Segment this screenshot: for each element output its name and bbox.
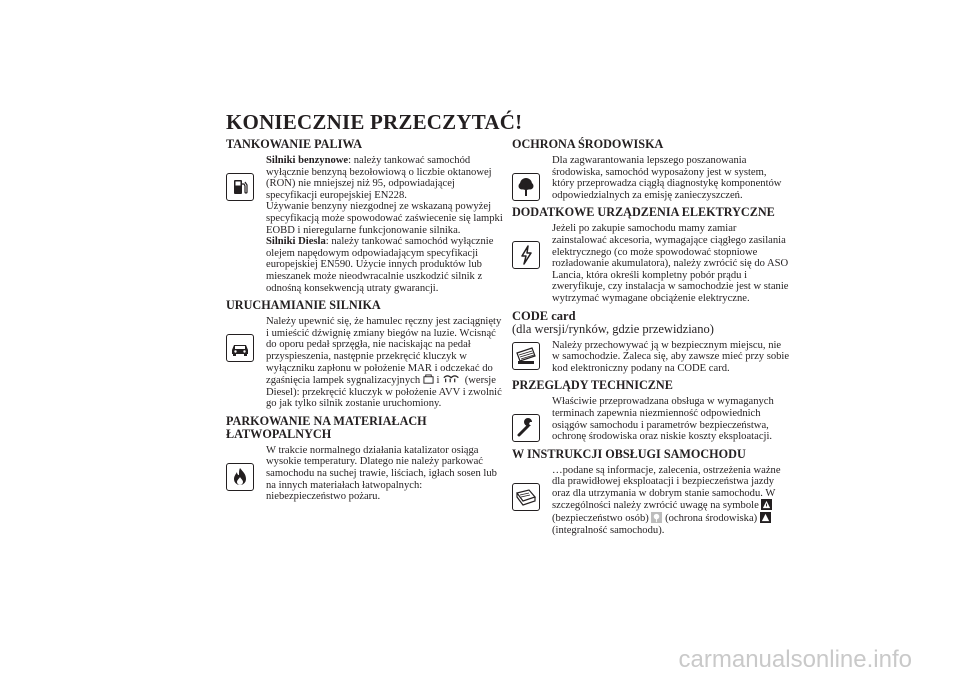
- environment-symbol-icon: [651, 512, 662, 523]
- section-text-inspections: Właściwie przeprowadzana obsługa w wymaganych terminach zapewnia niezmienność odpowiednich osiągów samochodu i parametrów bezpieczeństwa, ochronę środowiska oraz niskie koszty eksploatacji.: [552, 396, 774, 443]
- section-engine-start: [226, 299, 504, 410]
- right-column: [512, 138, 790, 541]
- manual-symbol-vehicle: (integralność samochodu).: [552, 524, 665, 536]
- section-text-fuel: [266, 155, 504, 294]
- section-text-engine-start: [266, 316, 504, 410]
- section-title-parking: PARKOWANIE NA MATERIAŁACH ŁATWOPALNYCH: [226, 413, 427, 441]
- code-card-icon: [512, 342, 540, 370]
- section-title-engine-start: URUCHAMIANIE SILNIKA: [226, 298, 381, 313]
- lightning-icon: [512, 241, 540, 269]
- vehicle-symbol-icon: [760, 512, 771, 523]
- tree-icon: [512, 173, 540, 201]
- fire-icon: [226, 463, 254, 491]
- section-text-code-card: Należy przechowywać ją w bezpiecznym miejscu, nie w samochodzie. Zaleca się, aby zawsze mieć przy sobie kod elektroniczny podany na CODE card.: [552, 339, 790, 374]
- section-title-inspections: PRZEGLĄDY TECHNICZNE: [512, 378, 673, 393]
- fuel-diesel-text: : należy tankować samochód wyłącznie olejem napędowym odpowiadającym specyfikacji europejskiej EN590. Użycie innych produktów lub mieszanek może nieodwracalnie uszkodzić silnik z odnośną konsekwencją utraty gwarancji.: [266, 236, 494, 294]
- left-column: [226, 138, 504, 508]
- engine-start-text-1: Należy upewnić się, że hamulec ręczny jest zaciągnięty i umieścić dźwignię zmiany biegów na luzie. Wcisnąć do oporu pedał sprzęgła, nie naciskając na pedał przyspieszenia, następnie przekręcić kluczyk w wyłączniku zapłonu w położenie MAR i odczekać do zgaśnięcia lampek sygnalizacyjnych: [266, 316, 502, 387]
- section-code-card: [512, 310, 790, 375]
- fuel-petrol-label: Silniki benzynowe: [266, 155, 349, 166]
- section-title-electrical: DODATKOWE URZĄDZENIA ELEKTRYCZNE: [512, 205, 775, 220]
- section-text-electrical: Jeżeli po zakupie samochodu mamy zamiar zainstalować akcesoria, wymagające ciągłego zasilania elektrycznego (co może spowodować stopniowe rozładowanie akumulatora), należy zwrócić się do ASO Lancia, która określi kompletny pobór prądu i zweryfikuje, czy instalacja w samochodzie jest w stanie wytrzymać wymagane obciążenie elektryczne.: [552, 223, 789, 304]
- section-text-environment: Dla zagwarantowania lepszego poszanowania środowiska, samochód wyposażony jest w system, który przeprowadza ciągłą diagnostykę komponentów odpowiedzialnych za emisję zanieczyszczeń.: [552, 155, 782, 201]
- section-title-fuel: TANKOWANIE PALIWA: [226, 137, 362, 151]
- code-card-title: CODE card: [512, 308, 576, 323]
- manual-intro-text: …podane są informacje, zalecenia, ostrzeżenia ważne dla prawidłowej eksploatacji i bezpieczeństwa jazdy oraz dla utrzymania w dobrym stanie samochodu. W szczególności należy zwrócić uwagę na symbole: [552, 464, 781, 512]
- fuel-petrol-text: : należy tankować samochód wyłącznie benzyną bezołowiową o liczbie oktanowej (RON) nie mniejszej niż 95, odpowiadającej specyfikacji europejskiej EN228.: [266, 155, 492, 201]
- section-fuel: [226, 138, 504, 294]
- fuel-diesel-label: Silniki Diesla: [266, 236, 326, 248]
- engine-start-text-2: (wersje Diesel): przekręcić kluczyk w położenie AVV i zwolnić go jak tylko silnik zostanie uruchomiony.: [266, 375, 502, 410]
- section-title-environment: OCHRONA ŚRODOWISKA: [512, 137, 664, 151]
- glow-plug-icon: [442, 374, 462, 385]
- page-title: KONIECZNIE PRZECZYTAĆ!: [226, 110, 523, 134]
- fuel-warning-text: Używanie benzyny niezgodnej ze wskazaną powyżej specyfikacją może spowodować zaświecenie się lampki EOBD i nieregularne funkcjonowanie silnika.: [266, 201, 503, 236]
- safety-symbol-icon: [761, 499, 772, 510]
- fuel-pump-icon: [226, 173, 254, 201]
- manual-symbol-safety: (bezpieczeństwo osób): [552, 513, 649, 525]
- section-parking: [226, 415, 504, 503]
- section-text-manual: [552, 465, 790, 537]
- engine-warning-icon: [423, 374, 434, 385]
- watermark: carmanualsonline.info: [678, 646, 912, 673]
- engine-start-and: i: [436, 375, 440, 387]
- code-card-subtitle: (dla wersji/rynków, gdzie przewidziano): [512, 321, 714, 336]
- section-inspections: [512, 379, 790, 442]
- manual-symbol-environment: (ochrona środowiska): [665, 513, 758, 525]
- section-title-manual: W INSTRUKCJI OBSŁUGI SAMOCHODU: [512, 446, 746, 461]
- car-icon: [226, 334, 254, 362]
- book-icon: [512, 483, 540, 511]
- wrench-icon: [512, 414, 540, 442]
- section-title-code-card: [512, 310, 790, 336]
- section-text-parking: W trakcie normalnego działania katalizator osiąga wysokie temperatury. Dlatego nie należy parkować samochodu na suchej trawie, liściach, igłach sosen lub na innych materiałach łatwopalnych: niebezpieczeństwo pożaru.: [266, 444, 497, 503]
- section-manual: [512, 448, 790, 537]
- section-environment: [512, 138, 790, 201]
- section-electrical: [512, 206, 790, 304]
